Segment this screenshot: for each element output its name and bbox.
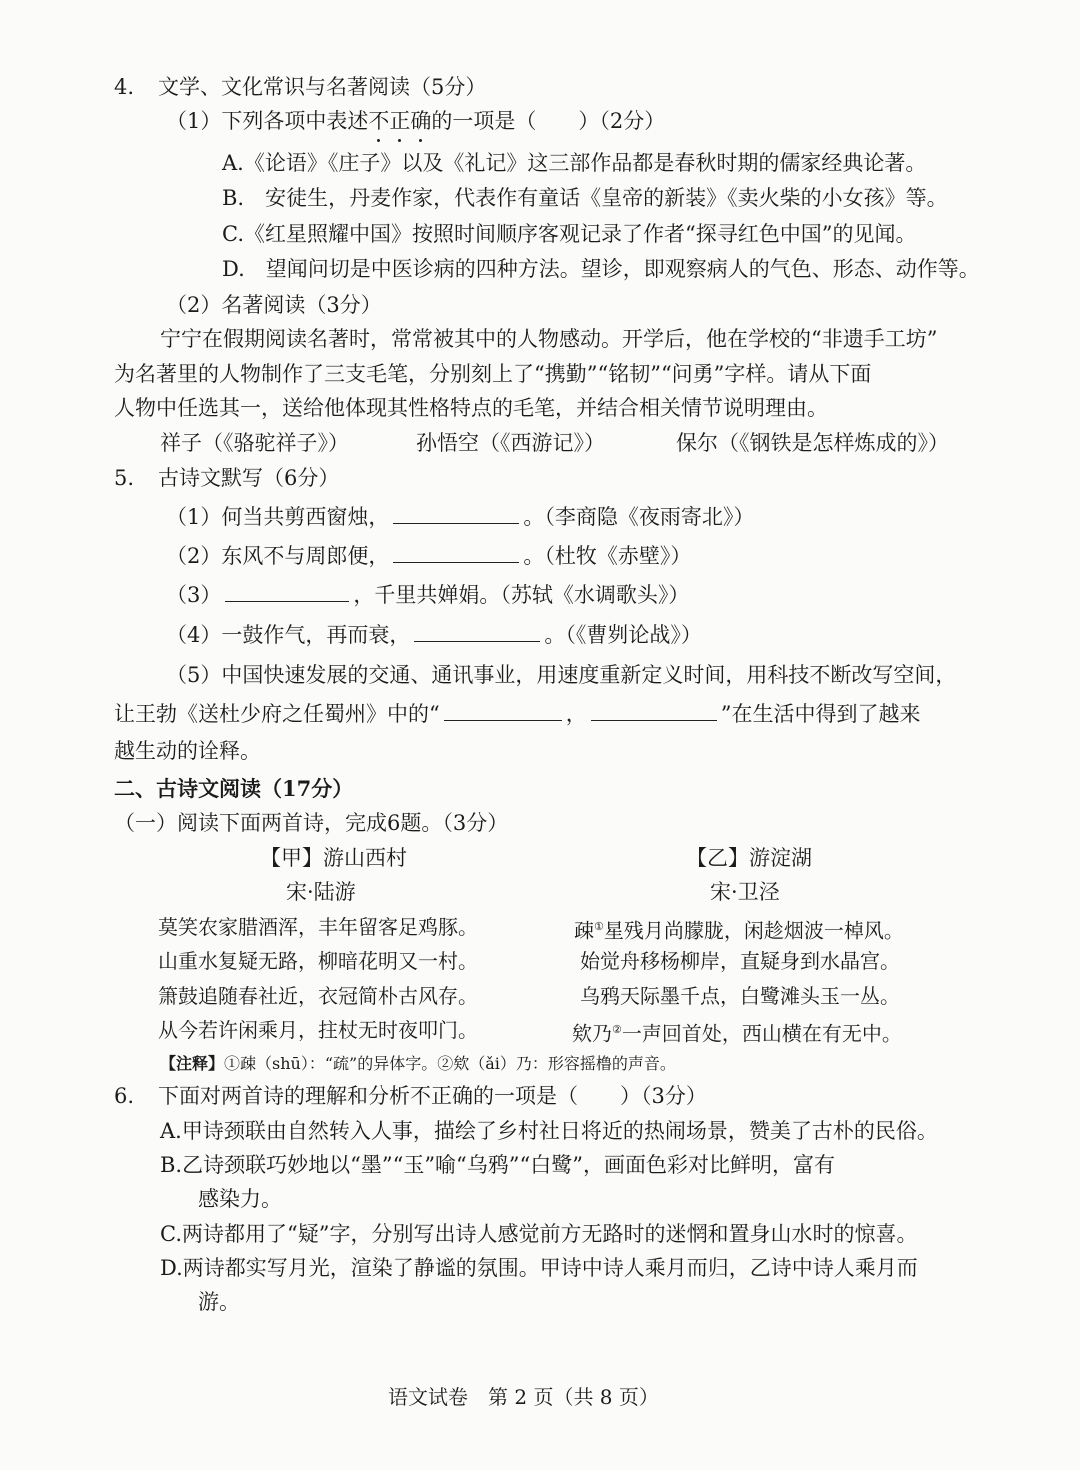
q5-item-5-post: ”在生活中得到了越来 — [720, 702, 921, 726]
notes-label: 【注释】 — [160, 1054, 225, 1073]
poem-yi-line-1-head: 疎 — [574, 918, 594, 943]
q5-item-2 — [166, 541, 691, 571]
q4-sub1 — [166, 106, 665, 136]
q5-item-2-pre: （2）东风不与周郎便， — [166, 544, 390, 568]
poem-yi-line-4-head: 欸乃 — [572, 1021, 612, 1046]
q6-option-c: C.两诗都用了“疑”字，分别写出诗人感觉前方无路时的迷惘和置身山水时的惊喜。 — [160, 1222, 918, 1246]
poem-yi-line-1 — [574, 912, 904, 946]
footnote-marker: ② — [612, 1023, 622, 1036]
q5-item-1-pre: （1）何当共剪西窗烛， — [166, 505, 390, 529]
q5-heading — [114, 463, 339, 493]
footnote-marker: ① — [594, 920, 604, 933]
poem-yi-title: 【乙】游淀湖 — [686, 846, 812, 870]
q5-item-3-post: ，千里共婵娟。（苏轼《水调歌头》） — [353, 583, 690, 607]
q5-item-5-pre: 让王勃《送杜少府之任蜀州》中的“ — [114, 702, 440, 726]
q4-para-line-1: 宁宁在假期阅读名著时，常常被其中的人物感动。开学后，他在学校的“非遗手工坊” — [160, 327, 938, 351]
q5-item-3 — [166, 580, 689, 610]
q5-item-3-pre: （3） — [166, 583, 222, 607]
q5-item-4 — [166, 620, 702, 650]
q4-character-1: 祥子（《骆驼祥子》） — [160, 431, 349, 455]
q5-item-5-line-1: （5）中国快速发展的交通、通讯事业，用速度重新定义时间，用科技不断改写空间， — [166, 663, 957, 687]
q4-character-2: 孙悟空（《西游记》） — [416, 431, 605, 455]
q6-option-b-line-1: B.乙诗颈联巧妙地以“墨”“玉”喻“乌鸦”“白鹭”，画面色彩对比鲜明，富有 — [160, 1153, 835, 1177]
q6-title: 下面对两首诗的理解和分析不正确的一项是（ ）（3分） — [158, 1084, 707, 1108]
q6-option-d-line-1: D.两诗都实写月光，渲染了静谧的氛围。甲诗中诗人乘月而归，乙诗中诗人乘月而 — [160, 1256, 918, 1280]
poem-yi-line-1-rest: 星残月尚朦胧，闲趁烟波一棹风。 — [603, 918, 904, 943]
emphasis-char: 不 — [368, 106, 389, 136]
q5-item-1-post: 。（李商隐《夜雨寄北》） — [523, 505, 755, 529]
q5-item-2-post: 。（杜牧《赤壁》） — [523, 544, 692, 568]
q4-para-line-3: 人物中任选其一，送给他体现其性格特点的毛笔，并结合相关情节说明理由。 — [114, 396, 828, 420]
answer-blank[interactable] — [393, 542, 519, 563]
notes-text: ①疎（shū）：“疏”的异体字。②欸（ǎi）乃：形容摇橹的声音。 — [224, 1054, 676, 1073]
q6-number: 6. — [114, 1084, 135, 1108]
q5-title: 古诗文默写（6分） — [158, 466, 340, 490]
q4-character-3: 保尔（《钢铁是怎样炼成的》） — [676, 431, 949, 455]
q6-heading — [114, 1081, 707, 1111]
q4-option-c: C.《红星照耀中国》按照时间顺序客观记录了作者“探寻红色中国”的见闻。 — [222, 222, 917, 246]
answer-blank[interactable] — [225, 581, 349, 602]
poem-jia-line-2: 山重水复疑无路，柳暗花明又一村。 — [158, 949, 478, 973]
q4-number: 4. — [114, 75, 135, 99]
section-2-part-1: （一）阅读下面两首诗，完成6题。（3分） — [114, 811, 509, 835]
q6-option-d-line-2: 游。 — [198, 1290, 240, 1314]
poem-yi-line-4-rest: 一声回首处，西山横在有无中。 — [621, 1021, 902, 1046]
q4-title: 文学、文化常识与名著阅读（5分） — [158, 75, 487, 99]
q5-number: 5. — [114, 466, 135, 490]
q4-sub1-prefix: （1）下列各项中表述 — [166, 109, 369, 133]
q5-item-5-comma: ， — [565, 702, 587, 726]
answer-blank[interactable] — [591, 700, 717, 721]
poem-notes — [160, 1049, 676, 1079]
q4-para-line-2: 为名著里的人物制作了三支毛笔，分别刻上了“携勤”“铭韧”“问勇”字样。请从下面 — [114, 362, 872, 386]
emphasis-char: 正 — [389, 106, 410, 136]
q5-item-4-pre: （4）一鼓作气，再而衰， — [166, 623, 411, 647]
poem-yi-author: 宋·卫泾 — [710, 880, 780, 904]
q5-item-5-line-3: 越生动的诠释。 — [114, 739, 261, 763]
poem-jia-line-1: 莫笑农家腊酒浑，丰年留客足鸡豚。 — [158, 915, 478, 939]
q4-option-a: A.《论语》《庄子》以及《礼记》这三部作品都是春秋时期的儒家经典论著。 — [222, 151, 927, 175]
q4-heading — [114, 72, 486, 102]
q5-item-5-line-2 — [114, 699, 921, 729]
q5-item-1 — [166, 502, 754, 532]
q4-option-b: B. 安徒生，丹麦作家，代表作有童话《皇帝的新装》《卖火柴的小女孩》等。 — [222, 186, 948, 210]
q5-item-4-post: 。（《曹刿论战》） — [544, 623, 702, 647]
page-footer: 语文试卷 第 2 页（共 8 页） — [388, 1385, 659, 1409]
answer-blank[interactable] — [414, 621, 540, 642]
q6-option-b-line-2: 感染力。 — [198, 1187, 282, 1211]
q4-sub2: （2）名著阅读（3分） — [166, 293, 382, 317]
poem-yi-line-4 — [572, 1015, 902, 1049]
poem-jia-title: 【甲】游山西村 — [260, 846, 407, 870]
answer-blank[interactable] — [393, 503, 519, 524]
poem-jia-line-3: 箫鼓追随春社近，衣冠简朴古风存。 — [158, 984, 478, 1008]
poem-jia-line-4: 从今若许闲乘月，拄杖无时夜叩门。 — [158, 1018, 478, 1042]
q4-option-d: D. 望闻问切是中医诊病的四种方法。望诊，即观察病人的气色、形态、动作等。 — [222, 257, 980, 281]
emphasis-char: 确 — [410, 106, 431, 136]
answer-blank[interactable] — [444, 700, 562, 721]
poem-jia-author: 宋·陆游 — [286, 880, 356, 904]
section-2-title: 二、古诗文阅读（17分） — [114, 776, 354, 801]
q6-option-a: A.甲诗颈联由自然转入人事，描绘了乡村社日将近的热闹场景，赞美了古朴的民俗。 — [160, 1119, 938, 1143]
q4-sub1-suffix: 的一项是（ ）（2分） — [431, 109, 666, 133]
poem-yi-line-2: 始觉舟移杨柳岸，直疑身到水晶宫。 — [580, 949, 900, 973]
poem-yi-line-3: 乌鸦天际墨千点，白鹭滩头玉一丛。 — [580, 984, 900, 1008]
